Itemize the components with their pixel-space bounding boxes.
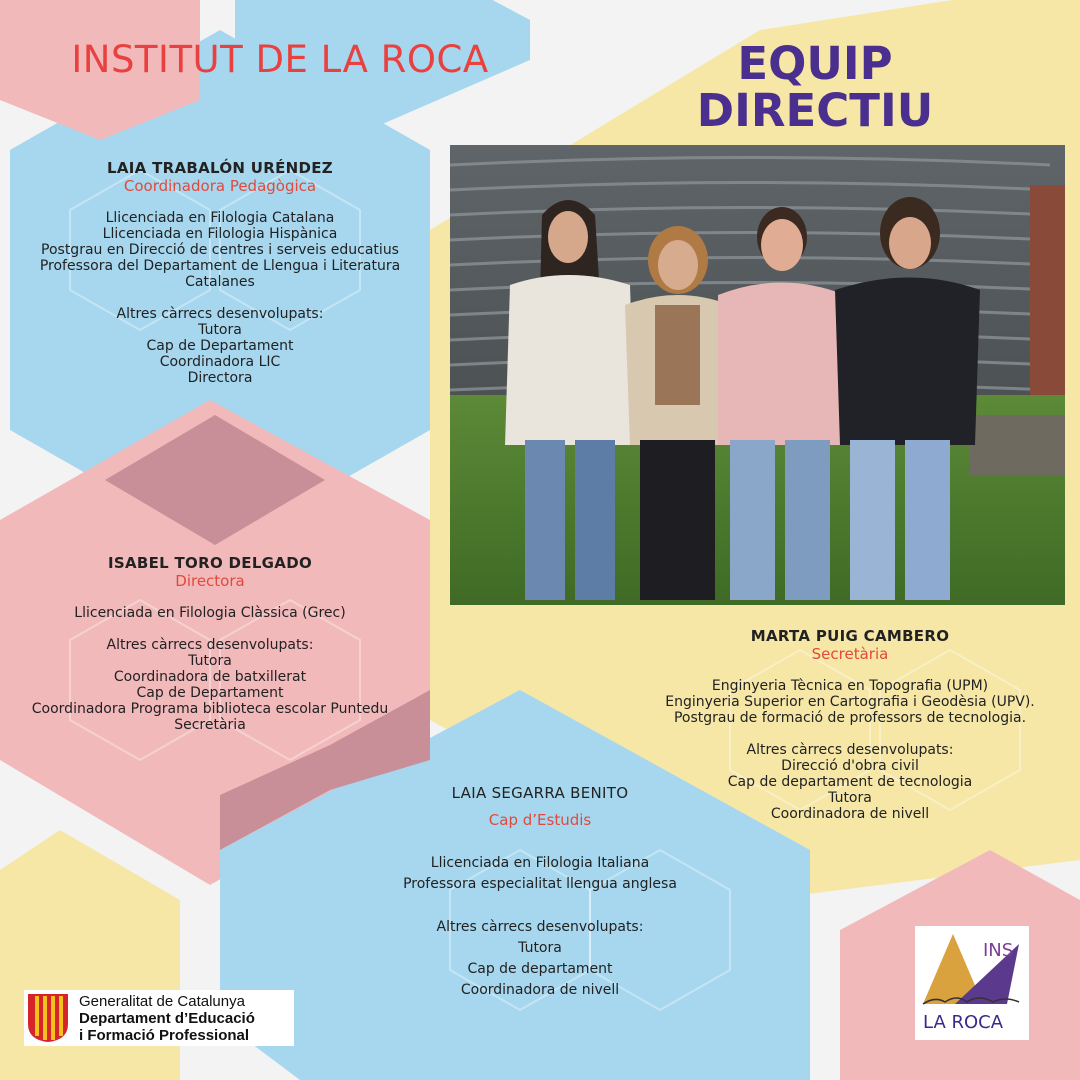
member-studies [0,605,420,621]
other-role: Cap de Departament [136,685,284,701]
member-name: ISABEL TORO DELGADO [107,554,313,572]
school-logo [915,926,1029,1040]
member-studies [640,678,1060,726]
other-role: Tutora [198,322,242,338]
generalitat-line1: Generalitat de Catalunya [79,993,245,1010]
other-role: Tutora [188,653,232,669]
generalitat-shield-icon [26,992,70,1044]
study-line: Catalanes [185,274,255,290]
member-other-roles [330,917,750,1001]
study-line: Llicenciada en Filologia Clàssica (Grec) [74,605,346,621]
member-other-roles [10,306,430,386]
study-line: Postgrau en Direcció de centres i serveis educatius [41,242,399,258]
page-title-line1: EQUIP [737,37,893,90]
page-title [600,37,1030,137]
study-line: Postgrau de formació de professors de tecnologia. [673,710,1027,726]
other-role: Cap de Departament [146,338,294,354]
member-other-roles [0,637,420,733]
study-line: Llicenciada en Filologia Catalana [105,210,335,226]
other-role: Tutora [828,790,872,806]
other-roles-title: Altres càrrecs desenvolupats: [746,742,954,758]
member-card-4 [330,783,750,1001]
other-role: Coordinadora Programa biblioteca escolar Puntedu [31,701,389,717]
generalitat-text [79,993,255,1044]
member-studies [330,853,750,895]
other-role: Cap de departament [467,961,613,977]
school-logo-name: LA ROCA [923,1012,1004,1033]
other-roles-title: Altres càrrecs desenvolupats: [436,919,644,935]
school-logo-ins: INS [983,940,1014,961]
other-role: Secretària [174,717,246,733]
page-title-line2: DIRECTIU [696,84,934,137]
member-card-2 [0,555,420,733]
other-role: Coordinadora de nivell [460,982,620,998]
member-role: Cap d’Estudis [488,811,592,829]
member-role: Directora [175,572,245,590]
study-line: Professora especialitat llengua anglesa [403,876,677,892]
member-name: LAIA SEGARRA BENITO [451,784,629,802]
other-role: Coordinadora LIC [159,354,281,370]
member-studies [10,210,430,290]
study-line: Llicenciada en Filologia Italiana [430,855,650,871]
other-role: Directora [187,370,253,386]
group-photo-image [450,145,1065,605]
other-role: Cap de departament de tecnologia [727,774,973,790]
member-role: Coordinadora Pedagògica [123,177,317,195]
generalitat-line2: Departament d’Educació [79,1010,255,1027]
other-role: Tutora [518,940,562,956]
other-role: Coordinadora de batxillerat [113,669,307,685]
other-roles-title: Altres càrrecs desenvolupats: [116,306,324,322]
member-name: LAIA TRABALÓN URÉNDEZ [107,159,333,177]
study-line: Professora del Departament de Llengua i Literatura [39,258,401,274]
member-name: MARTA PUIG CAMBERO [750,627,950,645]
study-line: Enginyeria Superior en Cartografia i Geodèsia (UPV). [665,694,1035,710]
generalitat-line3: i Formació Professional [79,1027,250,1044]
generalitat-logo [24,990,294,1046]
study-line: Llicenciada en Filologia Hispànica [102,226,338,242]
other-role: Direcció d'obra civil [781,758,919,774]
school-title: INSTITUT DE LA ROCA [71,38,489,81]
other-role: Coordinadora de nivell [770,806,930,822]
study-line: Enginyeria Tècnica en Topografia (UPM) [711,678,989,694]
other-roles-title: Altres càrrecs desenvolupats: [106,637,314,653]
member-card-1 [10,160,430,386]
member-role: Secretària [811,645,889,663]
